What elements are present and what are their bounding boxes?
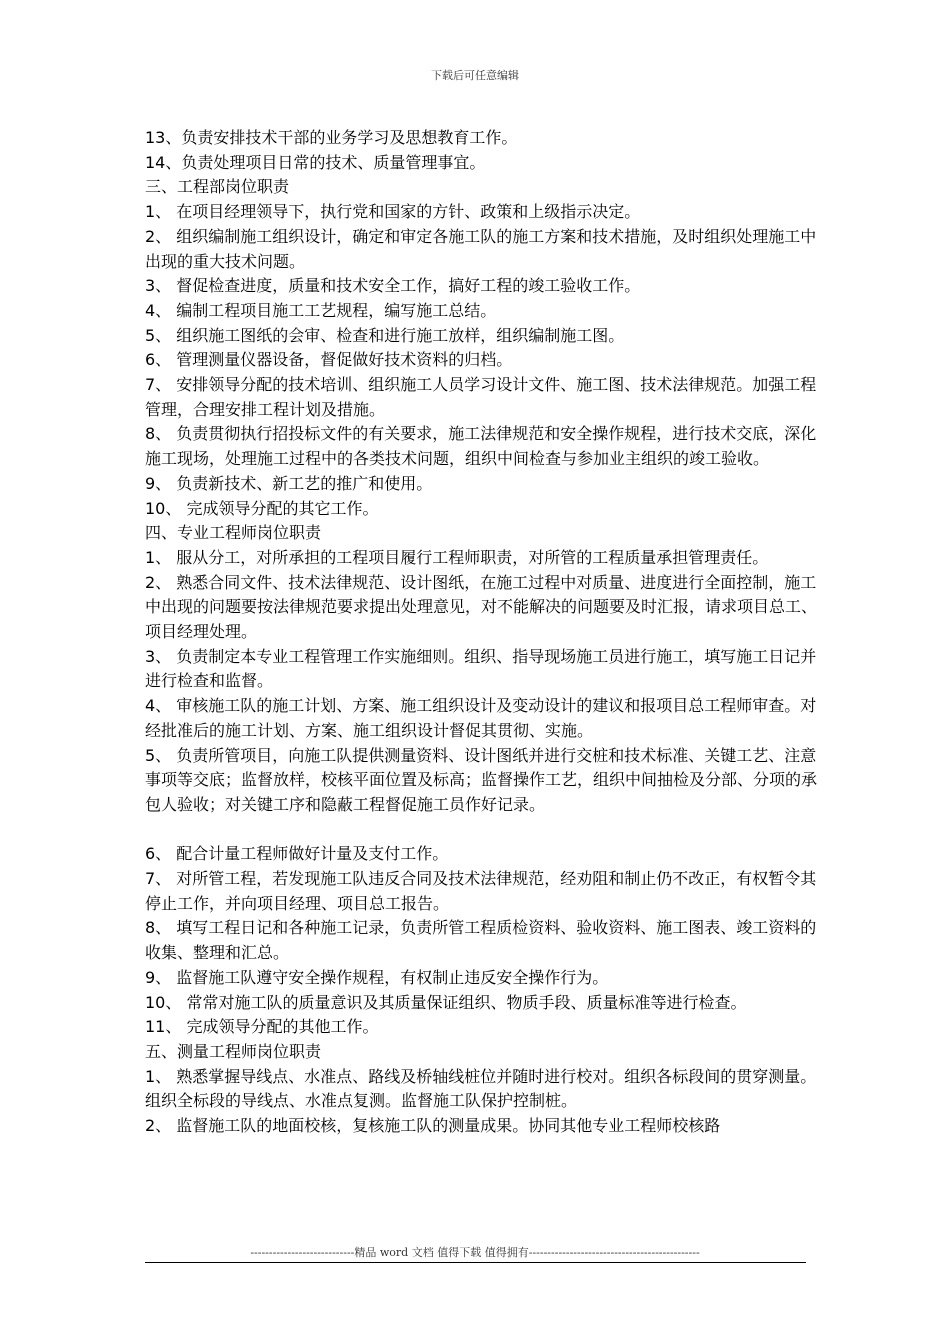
document-body: [145, 126, 817, 1139]
paragraph: 6、 管理测量仪器设备，督促做好技术资料的归档。: [145, 350, 513, 370]
page-header-note: 下载后可任意编辑: [431, 69, 519, 82]
paragraph: 8、 填写工程日记和各种施工记录，负责所管工程质检资料、验收资料、施工图表、竣工资料的收集、整理和汇总。: [145, 918, 817, 963]
paragraph: 4、 编制工程项目施工工艺规程，编写施工总结。: [145, 300, 497, 320]
paragraph: 11、 完成领导分配的其他工作。: [145, 1017, 379, 1037]
paragraph: 5、 负责所管项目，向施工队提供测量资料、设计图纸并进行交桩和技术标准、关键工艺、注意事项等交底；监督放样，校核平面位置及标高；监督操作工艺，组织中间抽检及分部、分项的承包人验收；对关键工序和隐蔽工程督促施工员作好记录。: [145, 745, 818, 814]
paragraph: 9、 监督施工队遵守安全操作规程，有权制止违反安全操作行为。: [145, 967, 609, 987]
paragraph: 1、 熟悉掌握导线点、水准点、路线及桥轴线桩位并随时进行校对。组织各标段间的贯穿测量。组织全标段的导线点、水准点复测。监督施工队保护控制桩。: [145, 1066, 817, 1111]
paragraph: 2、 监督施工队的地面校核，复核施工队的测量成果。协同其他专业工程师校核路: [145, 1116, 721, 1136]
paragraph: 6、 配合计量工程师做好计量及支付工作。: [145, 844, 449, 864]
paragraph: 3、 督促检查进度，质量和技术安全工作，搞好工程的竣工验收工作。: [145, 276, 641, 296]
paragraph: 4、 审核施工队的施工计划、方案、施工组织设计及变动设计的建议和报项目总工程师审查。对经批准后的施工计划、方案、施工组织设计督促其贯彻、实施。: [145, 696, 817, 740]
paragraph: 2、 熟悉合同文件、技术法律规范、设计图纸，在施工过程中对质量、进度进行全面控制，施工中出现的问题要按法律规范要求提出处理意见，对不能解决的问题要及时汇报，请求项目总工、项目经理处理。: [145, 572, 818, 642]
section-heading: 三、工程部岗位职责: [145, 177, 290, 197]
section-heading: 五、测量工程师岗位职责: [145, 1042, 322, 1061]
paragraph: 9、 负责新技术、新工艺的推广和使用。: [145, 473, 433, 493]
paragraph: 1、 在项目经理领导下，执行党和国家的方针、政策和上级指示决定。: [145, 202, 641, 222]
paragraph: 2、 组织编制施工组织设计，确定和审定各施工队的施工方案和技术措施，及时组织处理施工中出现的重大技术问题。: [145, 226, 817, 271]
blank-line: [145, 818, 817, 843]
paragraph: 10、 完成领导分配的其它工作。: [145, 498, 379, 518]
paragraph: 10、 常常对施工队的质量意识及其质量保证组织、物质手段、质量标准等进行检查。: [145, 992, 747, 1012]
paragraph: 13、负责安排技术干部的业务学习及思想教育工作。: [145, 128, 518, 147]
paragraph: 8、 负责贯彻执行招投标文件的有关要求，施工法律规范和安全操作规程，进行技术交底，深化施工现场，处理施工过程中的各类技术问题，组织中间检查与参加业主组织的竣工验收。: [145, 424, 817, 469]
paragraph: 7、 安排领导分配的技术培训、组织施工人员学习设计文件、施工图、技术法律规范。加强工程管理，合理安排工程计划及措施。: [145, 375, 817, 419]
paragraph: 7、 对所管工程，若发现施工队违反合同及技术法律规范，经劝阻和制止仍不改正，有权暂令其停止工作，并向项目经理、项目总工报告。: [145, 869, 817, 913]
paragraph: 5、 组织施工图纸的会审、检查和进行施工放样，组织编制施工图。: [145, 325, 625, 345]
footer-divider: [145, 1262, 806, 1263]
section-heading: 四、专业工程师岗位职责: [145, 523, 322, 543]
paragraph: 14、负责处理项目日常的技术、质量管理事宜。: [145, 152, 486, 172]
paragraph: 3、 负责制定本专业工程管理工作实施细则。组织、指导现场施工员进行施工，填写施工日记并进行检查和监督。: [145, 646, 817, 691]
page-footer-note: ----------------------------精品 word 文档 值得下载 值得拥有----------------------------------------------: [250, 1246, 700, 1259]
paragraph: 1、 服从分工，对所承担的工程项目履行工程师职责，对所管的工程质量承担管理责任。: [145, 547, 769, 567]
